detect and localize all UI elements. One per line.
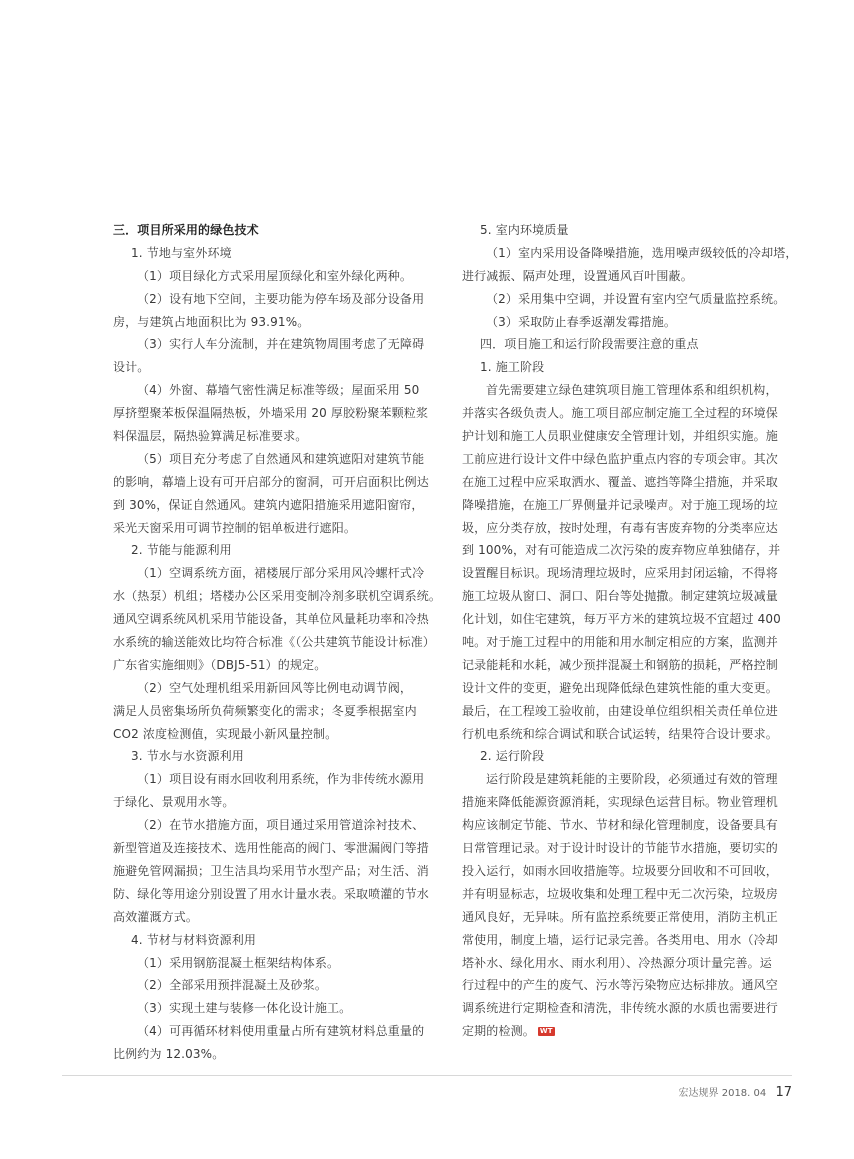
text-line (462, 929, 776, 952)
text-line (462, 952, 776, 975)
line-text: 四．项目施工和运行阶段需要注意的重点 (480, 337, 699, 352)
text-line (113, 585, 467, 608)
text-line (113, 745, 467, 768)
line-text: 三．项目所采用的绿色技术 (113, 223, 259, 237)
line-text: （1）项目设有雨水回收利用系统，作为非传统水源用 (137, 772, 425, 787)
text-line (462, 288, 786, 311)
line-text: 最后，在工程竣工验收前，由建设单位组织相关责任单位进 (462, 703, 778, 718)
line-text: 施避免管网漏损；卫生洁具均采用节水型产品；对生活、消 (113, 863, 429, 878)
line-text: 广东省实施细则》（DBJ5-51）的规定。 (113, 657, 327, 672)
text-line (113, 1020, 467, 1043)
line-text: 定期的检测。 (462, 1024, 535, 1039)
line-text: 记录能耗和水耗，减少预拌混凝土和钢筋的损耗，严格控制 (462, 657, 778, 672)
right-column (462, 219, 798, 1043)
line-text: （5）项目充分考虑了自然通风和建筑遮阳对建筑节能 (137, 451, 425, 466)
line-text: 通风良好，无异味。所有监控系统要正常使用，消防主机正 (462, 909, 778, 924)
text-line (462, 906, 776, 929)
journal-issue: 宏达规界 2018. 04 (678, 1088, 767, 1099)
text-line (462, 677, 776, 700)
text-line (462, 585, 776, 608)
line-text: CO2 浓度检测值，实现最小新风量控制。 (113, 726, 338, 741)
text-line (462, 562, 776, 585)
text-line (113, 654, 467, 677)
line-text: （2）设有地下空间，主要功能为停车场及部分设备用 (137, 291, 425, 306)
line-text: （4）可再循环材料使用重量占所有建筑材料总重量的 (137, 1024, 425, 1039)
line-text: 常使用，制度上墙，运行记录完善。各类用电、用水（冷却 (462, 932, 778, 947)
line-text: 到 30%，保证自然通风。建筑内遮阳措施采用遮阳窗帘， (113, 497, 424, 512)
text-line (113, 814, 467, 837)
line-text: 降噪措施，在施工厂界侧量并记录噪声。对于施工现场的垃 (462, 497, 778, 512)
line-text: 2. 运行阶段 (480, 749, 545, 764)
line-text: 到 100%，对有可能造成二次污染的废弃物应单独储存，并 (462, 543, 781, 558)
text-line (113, 768, 467, 791)
text-line (462, 768, 776, 791)
line-text: 措施来降低能源资源消耗，实现绿色运营目标。物业管理机 (462, 795, 778, 810)
text-line (462, 837, 776, 860)
text-line (462, 860, 776, 883)
line-text: （4）外窗、幕墙气密性满足标准等级；屋面采用 50 (137, 383, 420, 398)
line-text: （1）空调系统方面，裙楼展厅部分采用风冷螺杆式冷 (137, 566, 425, 581)
line-text: 首先需要建立绿色建筑项目施工管理体系和组织机构， (486, 383, 778, 398)
line-text: 高效灌溉方式。 (113, 909, 199, 924)
line-text: （1）项目绿化方式采用屋顶绿化和室外绿化两种。 (137, 268, 413, 283)
text-line (462, 402, 776, 425)
line-text: 2. 节能与能源利用 (131, 543, 232, 558)
line-text: 设置醒目标识。现场清理垃圾时，应采用封闭运输，不得将 (462, 566, 778, 581)
line-text: 料保温层，隔热验算满足标准要求。 (113, 429, 308, 444)
line-text: 工前应进行设计文件中绿色监护重点内容的专项会审。其次 (462, 451, 778, 466)
text-line (462, 700, 776, 723)
line-text: （3）实行人车分流制，并在建筑物周围考虑了无障碍 (137, 337, 425, 352)
line-text: 通风空调系统风机采用节能设备，其单位风量耗功率和冷热 (113, 612, 429, 627)
text-line (113, 631, 467, 654)
line-text: 防、绿化等用途分别设置了用水计量水表。采取喷灌的节水 (113, 886, 429, 901)
text-line (113, 677, 467, 700)
line-text: 护计划和施工人员职业健康安全管理计划，并组织实施。施 (462, 429, 778, 444)
text-line (113, 265, 467, 288)
section-heading (113, 219, 467, 242)
text-line (462, 997, 776, 1020)
text-line (462, 517, 776, 540)
end-mark-badge: WT (539, 1027, 553, 1036)
line-text: 化计划，如住宅建筑，每万平方米的建筑垃圾不宜超过 400 (462, 612, 781, 627)
text-line (113, 906, 467, 929)
page-footer (679, 1084, 792, 1100)
text-line (113, 539, 467, 562)
line-text: （3）实现土建与装修一体化设计施工。 (137, 1001, 352, 1016)
line-text: 运行阶段是建筑耗能的主要阶段，必须通过有效的管理 (486, 772, 778, 787)
text-line (113, 288, 467, 311)
text-line (462, 631, 776, 654)
line-text: 施工垃圾从窗口、洞口、阳台等处抛撒。制定建筑垃圾减量 (462, 589, 778, 604)
text-line (113, 883, 467, 906)
text-line (113, 448, 467, 471)
text-line (462, 311, 776, 334)
left-column (113, 219, 467, 1066)
line-text: 行机电系统和综合调试和联合试运转，结果符合设计要求。 (462, 726, 778, 741)
text-line (462, 356, 776, 379)
footer-divider (62, 1075, 792, 1076)
text-line (113, 562, 467, 585)
text-line (113, 929, 467, 952)
line-text: 投入运行，如雨水回收措施等。垃圾要分回收和不可回收， (462, 863, 778, 878)
line-text: 于绿化、景观用水等。 (113, 795, 235, 810)
line-text: 比例约为 12.03%。 (113, 1047, 225, 1062)
line-text: 的影响，幕墙上设有可开启部分的窗洞，可开启面积比例达 (113, 474, 429, 489)
line-text: （1）采用钢筋混凝土框架结构体系。 (137, 955, 340, 970)
text-line (113, 997, 467, 1020)
line-text: （1）室内采用设备降噪措施，选用噪声级较低的冷却塔， (486, 245, 798, 260)
line-text: （2）在节水措施方面，项目通过采用管道涂衬技术、 (137, 818, 425, 833)
line-text: 水系统的输送能效比均符合标准《（公共建筑节能设计标准） (113, 635, 436, 650)
text-line (462, 425, 776, 448)
line-text: 设计文件的变更，避免出现降低绿色建筑性能的重大变更。 (462, 680, 778, 695)
line-text: 日常管理记录。对于设计时设计的节能节水措施，要切实的 (462, 841, 778, 856)
line-text: 圾，应分类存放，按时处理，有毒有害废弃物的分类率应达 (462, 520, 778, 535)
text-line (113, 379, 467, 402)
text-line (462, 539, 781, 562)
page-number: 17 (775, 1085, 792, 1100)
line-text: 并有明显标志，垃圾收集和处理工程中无二次污染，垃圾房 (462, 886, 778, 901)
text-line (113, 517, 467, 540)
line-text: 吨。对于施工过程中的用能和用水制定相应的方案，监测并 (462, 635, 778, 650)
line-text: 满足人员密集场所负荷频繁变化的需求；冬夏季根据室内 (113, 703, 417, 718)
line-text: （2）采用集中空调，并设置有室内空气质量监控系统。 (486, 291, 786, 306)
text-line (462, 723, 776, 746)
line-text: 进行减振、隔声处理，设置通风百叶围蔽。 (462, 268, 693, 283)
line-text: 房，与建筑占地面积比为 93.91%。 (113, 314, 310, 329)
text-line (113, 791, 467, 814)
text-line (462, 608, 781, 631)
line-text: 行过程中的产生的废气、污水等污染物应达标排放。通风空 (462, 978, 778, 993)
text-line (462, 379, 776, 402)
text-line (113, 723, 467, 746)
line-text: 塔补水、绿化用水、雨水利用）、冷热源分项计量完善。运 (462, 955, 772, 970)
text-line (113, 356, 467, 379)
text-line (462, 448, 776, 471)
text-line (113, 860, 467, 883)
text-line (462, 265, 776, 288)
text-line (113, 494, 467, 517)
line-text: 1. 节地与室外环境 (131, 245, 232, 260)
text-line (462, 814, 776, 837)
text-line (113, 311, 467, 334)
text-line (462, 974, 776, 997)
line-text: （3）采取防止春季返潮发霉措施。 (486, 314, 677, 329)
line-text: （2）全部采用预拌混凝土及砂浆。 (137, 978, 328, 993)
line-text: 厚挤塑聚苯板保温隔热板，外墙采用 20 厚胶粉聚苯颗粒浆 (113, 406, 429, 421)
text-line (462, 219, 776, 242)
line-text: 构应该制定节能、节水、节材和绿化管理制度，设备要具有 (462, 818, 778, 833)
text-line (462, 883, 776, 906)
text-line (113, 952, 467, 975)
line-text: 1. 施工阶段 (480, 360, 545, 375)
line-text: 调系统进行定期检查和清洗，非传统水源的水质也需要进行 (462, 1001, 778, 1016)
text-line (462, 242, 798, 265)
text-line (113, 837, 467, 860)
line-text: 并落实各级负责人。施工项目部应制定施工全过程的环境保 (462, 406, 778, 421)
line-text: 设计。 (113, 360, 150, 375)
text-line (462, 1020, 776, 1043)
text-line (462, 471, 776, 494)
text-line (462, 333, 776, 356)
text-line (113, 242, 467, 265)
line-text: 5. 室内环境质量 (480, 223, 569, 237)
text-line (113, 608, 467, 631)
line-text: 3. 节水与水资源利用 (131, 749, 244, 764)
line-text: 4. 节材与材料资源利用 (131, 932, 257, 947)
text-line (462, 745, 776, 768)
text-line (462, 654, 776, 677)
line-text: （2）空气处理机组采用新回风等比例电动调节阀， (137, 680, 413, 695)
line-text: 采光天窗采用可调节控制的铝单板进行遮阳。 (113, 520, 357, 535)
line-text: 在施工过程中应采取洒水、覆盖、遮挡等降尘措施，并采取 (462, 474, 778, 489)
text-line (113, 402, 467, 425)
text-line (113, 425, 467, 448)
text-line (113, 700, 467, 723)
text-line (113, 1043, 467, 1066)
line-text: 水（热泵）机组；塔楼办公区采用变制冷剂多联机空调系统。 (113, 589, 442, 604)
text-line (113, 974, 467, 997)
text-line (462, 494, 776, 517)
text-line (462, 791, 776, 814)
text-line (113, 333, 467, 356)
text-line (113, 471, 467, 494)
line-text: 新型管道及连接技术、选用性能高的阀门、零泄漏阀门等措 (113, 841, 429, 856)
